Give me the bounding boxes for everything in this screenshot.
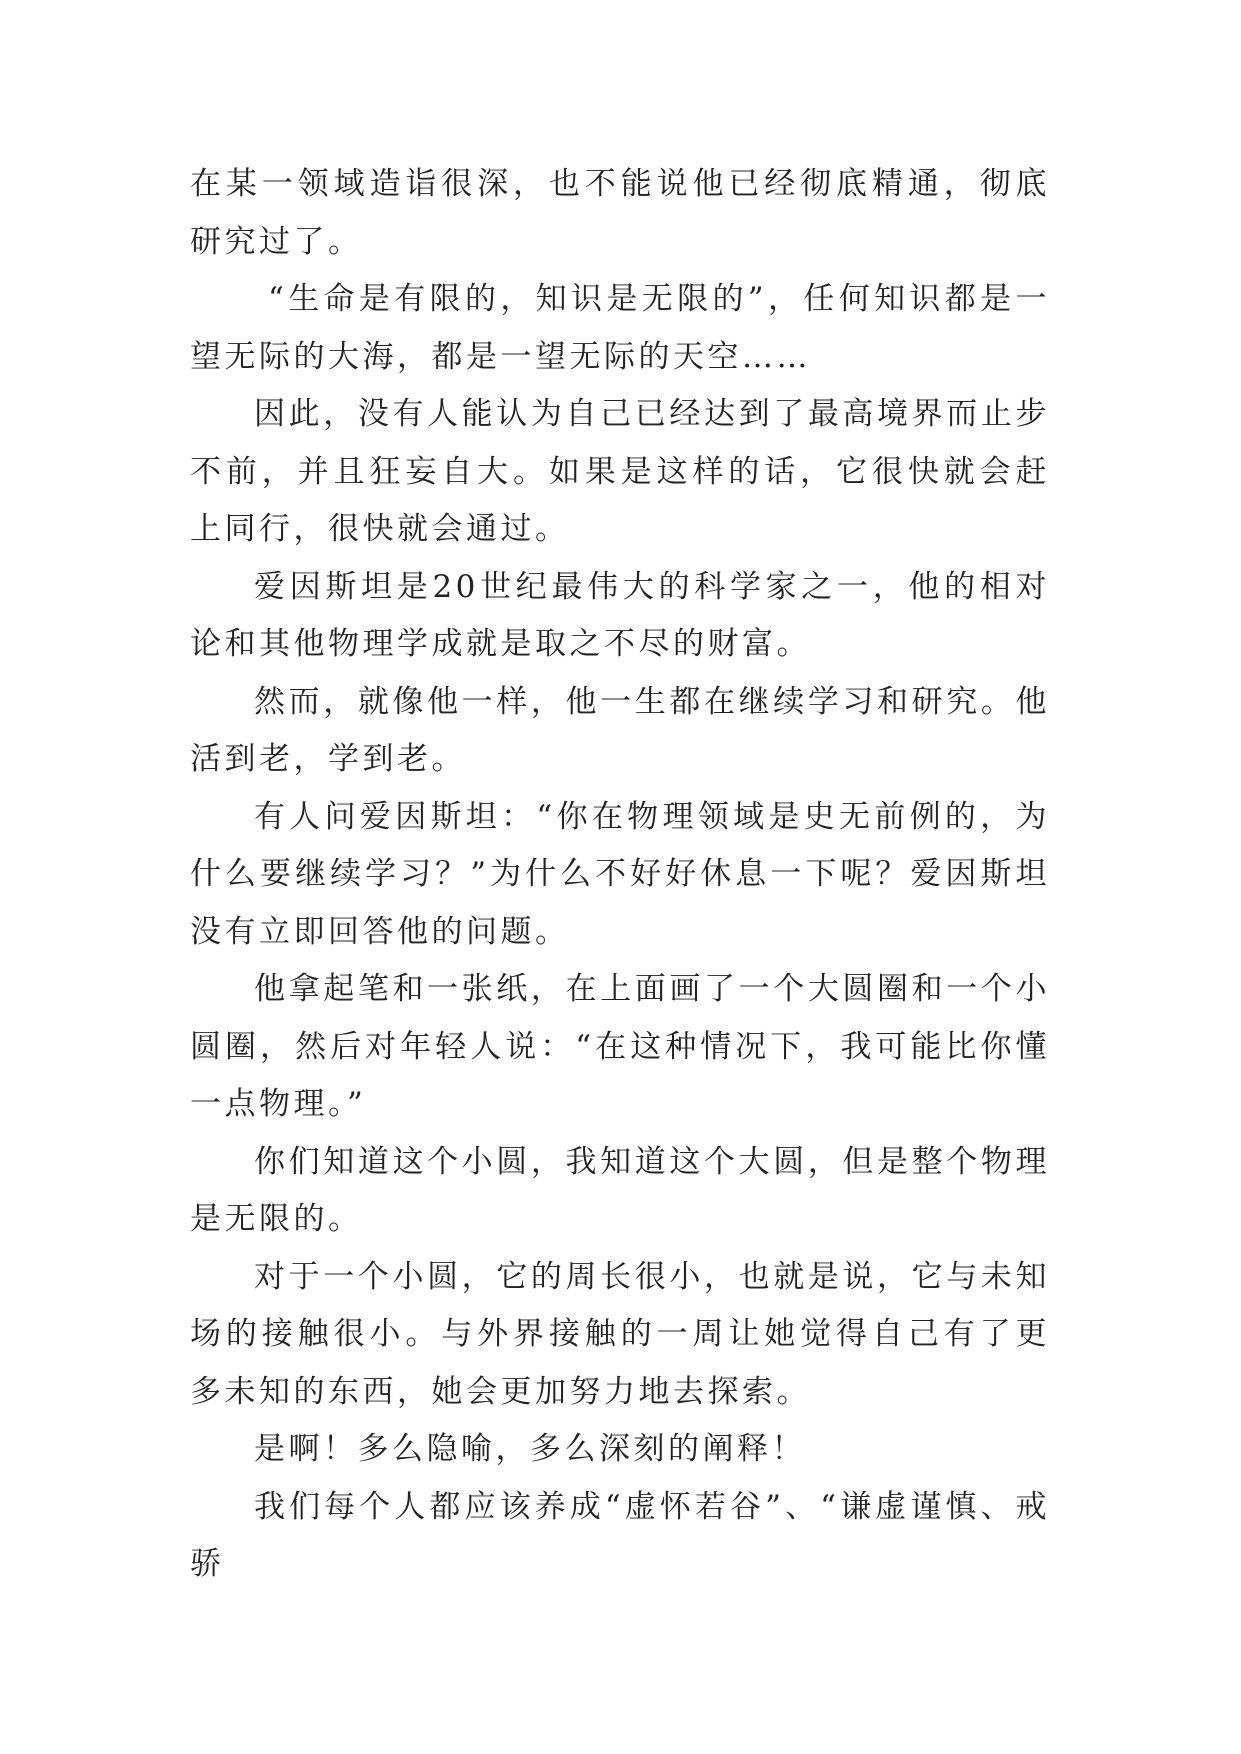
- paragraph-9: 对于一个小圆，它的周长很小，也就是说，它与未知场的接触很小。与外界接触的一周让她觉得自己有了更多未知的东西，她会更加努力地去探索。: [190, 1258, 1050, 1410]
- paragraph-4: 爱因斯坦是20世纪最伟大的科学家之一，他的相对论和其他物理学成就是取之不尽的财富。: [190, 568, 1050, 662]
- paragraph-10: 是啊！多么隐喻，多么深刻的阐释！: [254, 1431, 806, 1467]
- paragraph-2: “生命是有限的，知识是无限的”，任何知识都是一望无际的大海，都是一望无际的天空……: [190, 281, 1050, 375]
- body-text: [190, 156, 1050, 1594]
- paragraph-5: 然而，就像他一样，他一生都在继续学习和研究。他活到老，学到老。: [190, 683, 1050, 777]
- paragraph-11: 我们每个人都应该养成“虚怀若谷”、“谦虚谨慎、戒骄: [190, 1488, 1050, 1582]
- paragraph-6: 有人问爱因斯坦：“你在物理领域是史无前例的，为什么要继续学习？”为什么不好好休息一下呢？爱因斯坦没有立即回答他的问题。: [190, 798, 1050, 950]
- paragraph-1: 在某一领域造诣很深，也不能说他已经彻底精通，彻底研究过了。: [190, 166, 1050, 260]
- paragraph-8: 你们知道这个小圆，我知道这个大圆，但是整个物理是无限的。: [190, 1143, 1050, 1237]
- paragraph-7: 他拿起笔和一张纸，在上面画了一个大圆圈和一个小圆圈，然后对年轻人说：“在这种情况下，我可能比你懂一点物理。”: [190, 971, 1050, 1122]
- paragraph-3: 因此，没有人能认为自己已经达到了最高境界而止步不前，并且狂妄自大。如果是这样的话，它很快就会赶上同行，很快就会通过。: [190, 396, 1050, 547]
